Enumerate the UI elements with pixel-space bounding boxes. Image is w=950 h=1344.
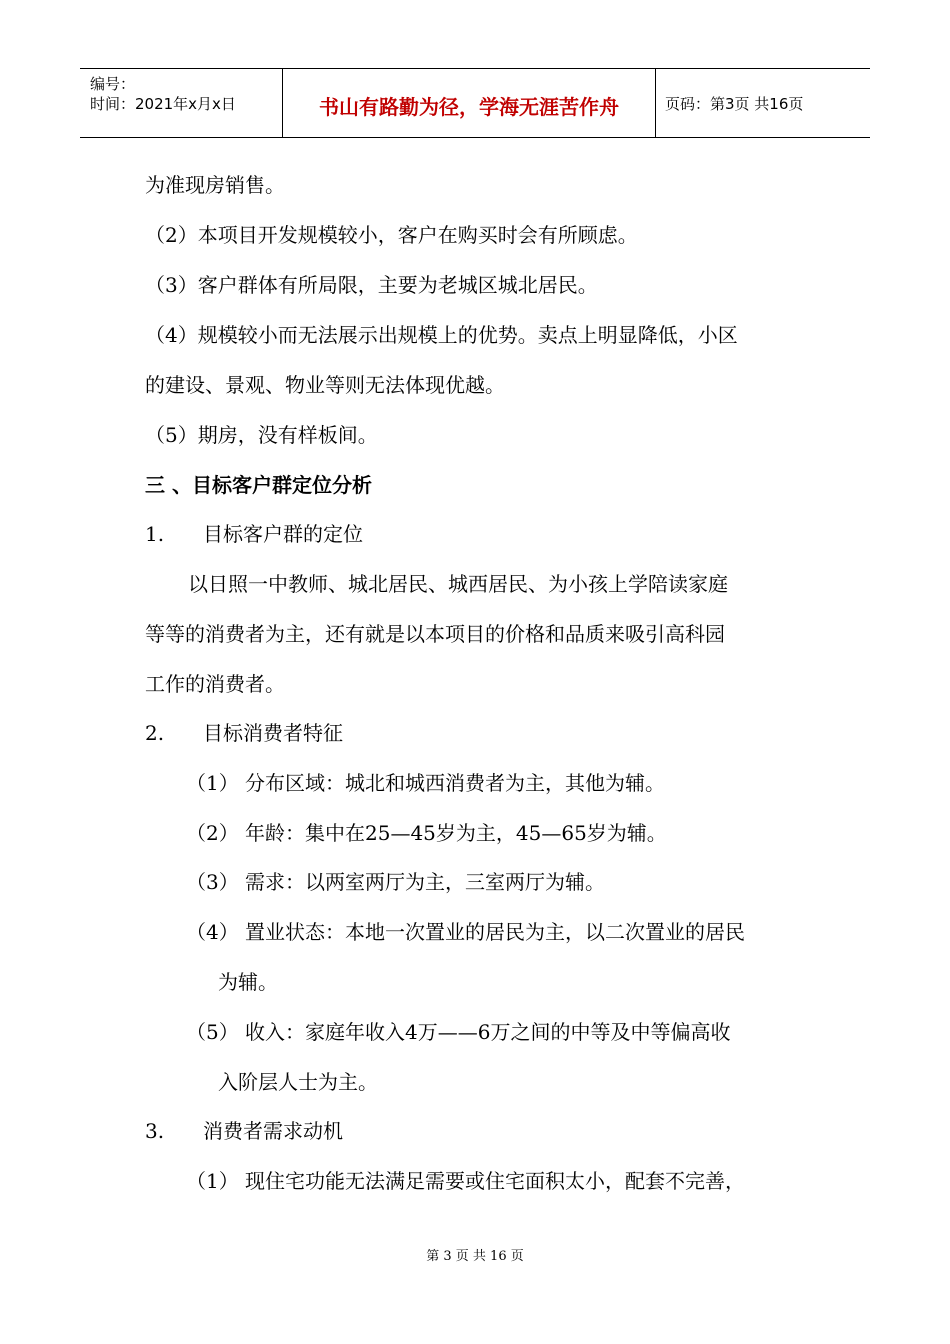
- subsection-number: 2.: [145, 721, 165, 745]
- page-header: [80, 68, 870, 138]
- header-page-cell: [655, 69, 870, 137]
- subsection-number: 1.: [145, 522, 165, 546]
- motto: 书山有路勤为径，学海无涯苦作舟: [319, 95, 619, 119]
- list-item-number: （4）: [186, 920, 239, 944]
- paragraph-line: 等等的消费者为主，还有就是以本项目的价格和品质来吸引高科园: [145, 622, 725, 646]
- header-meta-cell: [80, 69, 282, 137]
- subsection-title: 目标消费者特征: [203, 721, 343, 745]
- body-line: 的建设、景观、物业等则无法体现优越。: [145, 373, 505, 397]
- subsection-title: 目标客户群的定位: [203, 522, 363, 546]
- time-label: 时间：2021年x月x日: [90, 95, 236, 113]
- list-item-number: （2）: [186, 821, 239, 845]
- body-line: （3）客户群体有所局限，主要为老城区城北居民。: [145, 273, 598, 297]
- body-line: （5）期房，没有样板间。: [145, 423, 378, 447]
- list-item-continuation: 入阶层人士为主。: [218, 1070, 378, 1094]
- code-label: 编号：: [90, 75, 136, 93]
- list-item-text: 分布区域：城北和城西消费者为主，其他为辅。: [245, 771, 665, 795]
- list-item-text: 收入：家庭年收入4万——6万之间的中等及中等偏高收: [245, 1020, 731, 1044]
- body-line: （2）本项目开发规模较小，客户在购买时会有所顾虑。: [145, 223, 638, 247]
- subsection-number: 3.: [145, 1119, 165, 1143]
- header-motto-cell: [282, 69, 656, 137]
- body-line: （4）规模较小而无法展示出规模上的优势。卖点上明显降低，小区: [145, 323, 738, 347]
- list-item-continuation: 为辅。: [218, 970, 278, 994]
- list-item-number: （1）: [186, 1169, 239, 1193]
- list-item-number: （3）: [186, 870, 239, 894]
- list-item-text: 现住宅功能无法满足需要或住宅面积太小，配套不完善，: [245, 1169, 745, 1193]
- subsection-title: 消费者需求动机: [203, 1119, 343, 1143]
- body-line: 为准现房销售。: [145, 173, 285, 197]
- paragraph-line: 工作的消费者。: [145, 672, 285, 696]
- page-info: 页码：第3页 共16页: [665, 95, 804, 113]
- list-item-text: 置业状态：本地一次置业的居民为主，以二次置业的居民: [245, 920, 745, 944]
- paragraph-line: 以日照一中教师、城北居民、城西居民、为小孩上学陪读家庭: [188, 572, 728, 596]
- page-footer: 第 3 页 共 16 页: [426, 1249, 524, 1264]
- list-item-number: （5）: [186, 1020, 239, 1044]
- section-heading: 三 、目标客户群定位分析: [145, 473, 372, 497]
- list-item-text: 需求：以两室两厅为主，三室两厅为辅。: [245, 870, 605, 894]
- list-item-number: （1）: [186, 771, 239, 795]
- list-item-text: 年龄：集中在25—45岁为主，45—65岁为辅。: [245, 821, 667, 845]
